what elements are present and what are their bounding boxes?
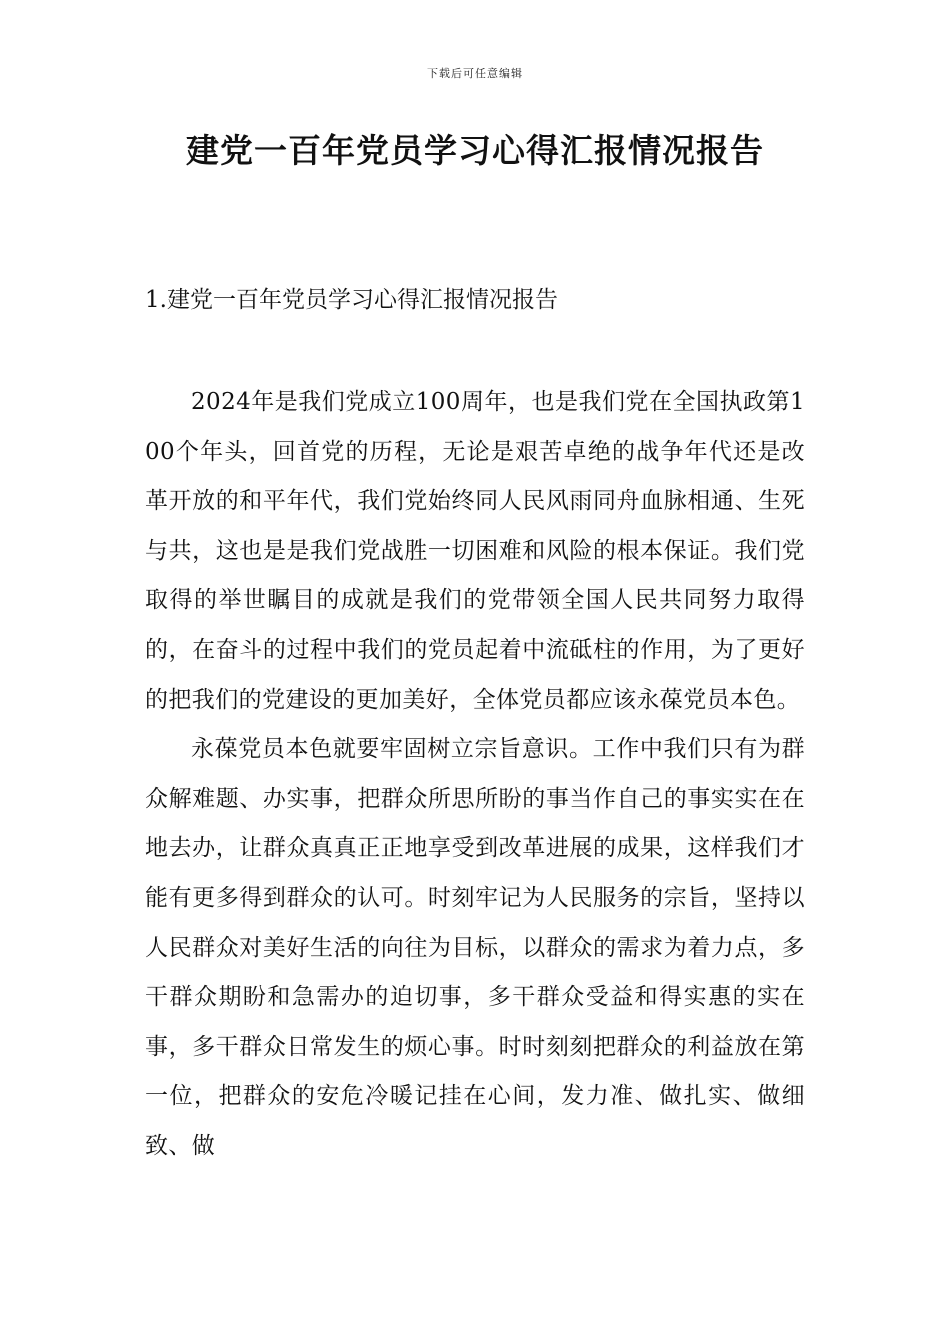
header-note: 下载后可任意编辑 [427, 67, 523, 80]
paragraph-1: 2024年是我们党成立100周年，也是我们党在全国执政第100个年头，回首党的历程，无论是艰苦卓绝的战争年代还是改革开放的和平年代，我们党始终同人民风雨同舟血脉相通、生死与共，这也是是我们党战胜一切困难和风险的根本保证。我们党取得的举世瞩目的成就是我们的党带领全国人民共同努力取得的，在奋斗的过程中我们的党员起着中流砥柱的作用，为了更好的把我们的党建设的更加美好，全体党员都应该永葆党员本色。 [145, 389, 805, 713]
section-heading: 1.建党一百年党员学习心得汇报情况报告 [145, 287, 558, 313]
paragraph-2: 永葆党员本色就要牢固树立宗旨意识。工作中我们只有为群众解难题、办实事，把群众所思所盼的事当作自己的事实实在在地去办，让群众真真正正地享受到改革进展的成果，这样我们才能有更多得到群众的认可。时刻牢记为人民服务的宗旨，坚持以人民群众对美好生活的向往为目标，以群众的需求为着力点，多干群众期盼和急需办的迫切事，多干群众受益和得实惠的实在事，多干群众日常发生的烦心事。时时刻刻把群众的利益放在第一位，把群众的安危冷暖记挂在心间，发力准、做扎实、做细致、做 [145, 736, 805, 1159]
body-text [145, 378, 805, 1172]
document-title: 建党一百年党员学习心得汇报情况报告 [186, 131, 764, 170]
